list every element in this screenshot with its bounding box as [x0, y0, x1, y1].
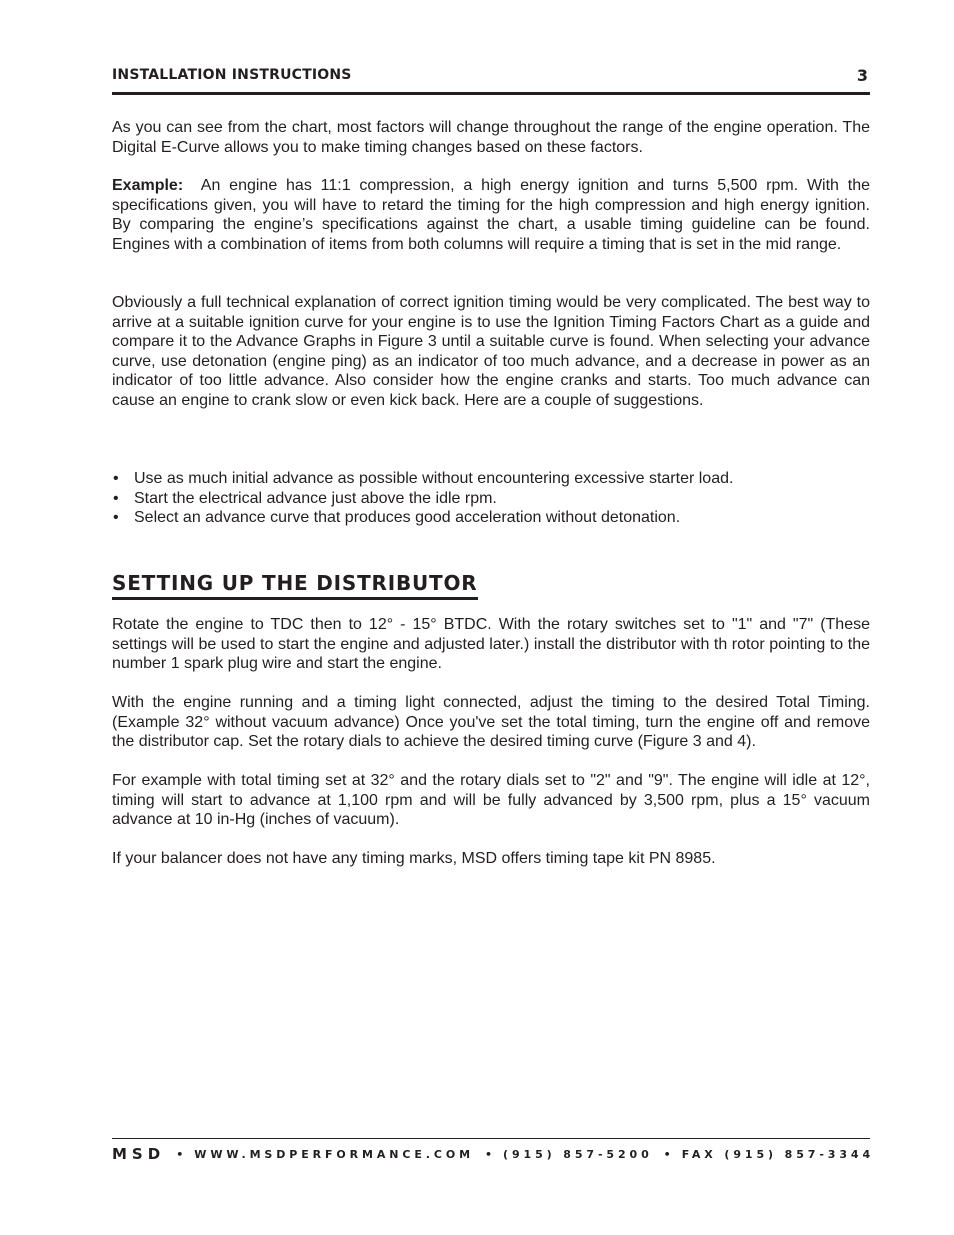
bullet-icon: • [113, 489, 119, 507]
footer-divider [112, 1138, 870, 1139]
list-item: • Start the electrical advance just above the idle rpm. [113, 489, 497, 507]
page-footer [112, 1144, 874, 1164]
page-header [112, 66, 870, 95]
example-text: An engine has 11:1 compression, a high energy ignition and turns 5,500 rpm. With the specifications given, you will have to retard the timing for the high compression and high energy ignition. By comparing the engine’s specifications against the chart, a usable timing guideline can be found. Engines with a combination of items from both columns will require a timing that is set in the mid range. [112, 177, 871, 253]
footer-brand: MSD [112, 1145, 166, 1163]
section-heading: SETTING UP THE DISTRIBUTOR [112, 571, 478, 600]
intro-paragraph: As you can see from the chart, most factors will change throughout the range of the engine operation. The Digital E-Curve allows you to make timing changes based on these factors. [112, 119, 870, 156]
setup-paragraph-2: With the engine running and a timing light connected, adjust the timing to the desired Total Timing. (Example 32° without vacuum advance) Once you've set the total timing, turn the engine off and remove the distributor cap. Set the rotary dials to achieve the desired timing curve (Figure 3 and 4). [112, 694, 870, 751]
bullet-icon: • [113, 470, 119, 487]
setup-paragraph-1: Rotate the engine to TDC then to 12° - 15° BTDC. With the rotary switches set to "1" and "7" (These settings will be used to start the engine and adjusted later.) install the distributor with th rotor pointing to the number 1 spark plug wire and start the engine. [112, 616, 870, 673]
explanation-paragraph: Obviously a full technical explanation of correct ignition timing would be very complicated. The best way to arrive at a suitable ignition curve for your engine is to use the Ignition Timing Factors Chart as a guide and compare it to the Advance Graphs in Figure 3 until a suitable curve is found. When selecting your advance curve, use detonation (engine ping) as an indicator of too much advance, and a decrease in power as an indicator of too little advance. Also consider how the engine cranks and starts. Too much advance can cause an engine to crank slow or even kick back. Here are a couple of suggestions. [112, 294, 870, 409]
bullet-icon: • [113, 509, 119, 527]
suggestions-list [112, 469, 870, 528]
document-page [112, 0, 874, 1235]
page-number: 3 [856, 66, 868, 85]
footer-separator: • [176, 1147, 184, 1161]
header-title: INSTALLATION INSTRUCTIONS [112, 67, 352, 83]
footer-website: WWW.MSDPERFORMANCE.COM [194, 1147, 474, 1161]
footer-separator: • [484, 1147, 493, 1161]
example-label: Example: [112, 177, 184, 194]
setup-paragraph-4: If your balancer does not have any timing marks, MSD offers timing tape kit PN 8985. [112, 850, 716, 867]
footer-phone: (915) 857-5200 [503, 1147, 653, 1161]
list-item: • Use as much initial advance as possible without encountering excessive starter load. [113, 470, 734, 487]
setup-paragraph-3: For example with total timing set at 32° and the rotary dials set to "2" and "9". The engine will idle at 12°, timing will start to advance at 1,100 rpm and will be fully advanced by 3,500 rpm, plus a 15° vacuum advance at 10 in-Hg (inches of vacuum). [112, 772, 870, 829]
footer-fax: FAX (915) 857-3344 [681, 1147, 874, 1161]
example-paragraph [112, 176, 870, 254]
footer-separator: • [663, 1147, 671, 1161]
list-item: • Select an advance curve that produces good acceleration without detonation. [113, 509, 681, 527]
